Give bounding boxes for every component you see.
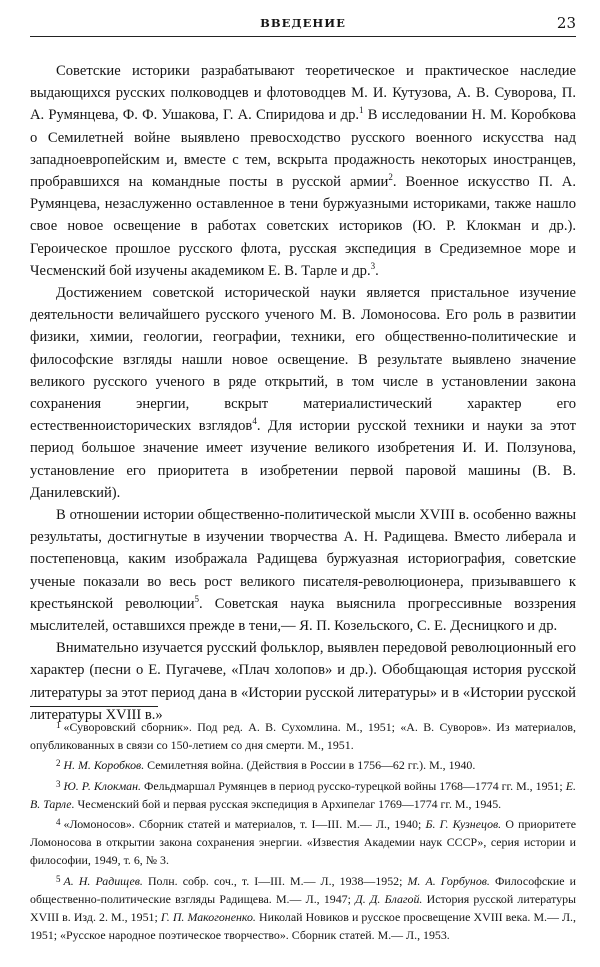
paragraph-1 — [30, 60, 576, 282]
footnote-5 — [30, 870, 576, 945]
footnote-text: «Ломоносов». Сборник статей и материалов, т. I—III. М.— Л., 1940; — [63, 817, 426, 832]
paragraph-2-text-2: . Для истории русской техники и науки за этот период большое значение имеет изучение великого изобретения И. И. Ползунова, установление его приоритета в изобретении первой паровой машины (В. В. Данилевский). — [30, 418, 576, 501]
paragraph-1-text-2: В исследовании Н. М. Коробкова о Семилетней войне выявлено превосходство русского военного искусства над западноевропейским и, вместе с тем, вскрыта продажность некоторых иностранцев, пробравшихся на командные посты в русской армии — [30, 107, 576, 191]
footnote-number: 2 — [56, 758, 61, 769]
footnote-4 — [30, 813, 576, 870]
footnote-number: 4 — [56, 817, 61, 828]
footnote-text-2: Философские и общественно-политические взгляды Радищева. М.— Л., 1947; — [30, 873, 576, 906]
footnote-ref-3: 3 — [370, 260, 376, 271]
footnote-author-2: М. А. Горбунов. — [407, 873, 490, 888]
chapter-title: ВВЕДЕНИЕ — [260, 16, 346, 30]
footnote-divider — [30, 706, 158, 707]
footnote-author: Н. М. Коробков. — [63, 758, 145, 773]
footnote-number: 1 — [56, 720, 61, 730]
footnote-author: Ю. Р. Клокман. — [63, 778, 141, 793]
footnote-2 — [30, 754, 576, 774]
paragraph-1-text: Советские историки разрабатывают теоретическое и практическое наследие выдающихся русских полководцев и флотоводцев М. И. Кутузова, А. В. Суворова, П. А. Румянцева, Ф. Ф. Ушакова, Г. А. Спиридова и др. — [30, 63, 576, 124]
footnotes — [30, 716, 576, 944]
running-header — [30, 14, 576, 37]
main-text — [30, 60, 576, 726]
footnote-ref-2: 2 — [388, 172, 393, 183]
footnote-3 — [30, 775, 576, 813]
footnote-ref-1: 1 — [359, 105, 364, 116]
footnote-author-4: Г. П. Макогоненко. — [160, 910, 256, 925]
paragraph-1-text-3: . Военное искусство П. А. Румянцева, незаслуженно оставленное в тени буржуазными историками, также нашло свое новое освещение в работах советских историков (Ю. Р. Клокман и др.). Героическое прошлое русского флота, русская экспедиция в Средиземное море и Чесменский бой изучены академиком Е. В. Тарле и др. — [30, 174, 576, 279]
footnote-text: Семилетняя война. (Действия в России в 1756—62 гг.). М., 1940. — [144, 758, 476, 773]
footnote-text: «Суворовский сборник». Под ред. А. В. Сухомлина. М., 1951; «А. В. Суворов». Из материалов, опубликованных в связи со 150-летием со дня смерти. М., 1951. — [30, 720, 576, 753]
paragraph-2-text: Достижением советской исторической науки является пристальное изучение деятельности величайшего русского ученого М. В. Ломоносова. Его роль в развитии физики, химии, геологии, географии, техники, его общественно-политические и философские взгляды нашли новое освещение. В результате выявлено значение великого русского ученого в ряде открытий, в том числе в установлении закона сохранения энергии, вскрыт материалистический характер его естественноисторических взглядов — [30, 285, 576, 435]
footnote-author: А. Н. Радищев. — [63, 873, 143, 888]
page-number: 23 — [556, 14, 576, 32]
footnote-1 — [30, 716, 576, 754]
paragraph-4 — [30, 637, 576, 726]
footnote-text-3: История русской литературы XVIII в. Изд. 2. М., 1951; — [30, 891, 577, 925]
footnote-number: 3 — [56, 778, 61, 789]
paragraph-2 — [30, 282, 576, 504]
paragraph-3-text-2: . Советская наука выяснила прогрессивные воззрения мыслителей, оставшихся прежде в тени,— Я. П. Козельского, С. Е. Десницкого и др. — [30, 595, 576, 635]
footnote-text-2: Чесменский бой и первая русская экспедиция в Архипелаг 1769—1774 гг. М., 1945. — [74, 796, 502, 811]
paragraph-1-text-4: . — [375, 262, 379, 279]
paragraph-3 — [30, 504, 576, 637]
footnote-author-2: Е. В. Тарле. — [30, 778, 576, 811]
footnote-author-3: Д. Д. Благой. — [355, 891, 423, 906]
footnote-text: Полн. собр. соч., т. I—III. М.— Л., 1938—1952; — [142, 873, 408, 888]
footnote-text: Фельдмаршал Румянцев в период русско-турецкой войны 1768—1774 гг. М., 1951; — [140, 778, 566, 793]
footnote-author: Б. Г. Кузнецов. — [425, 817, 502, 832]
footnote-ref-5: 5 — [194, 593, 200, 604]
paragraph-3-text: В отношении истории общественно-политической мысли XVIII в. особенно важны результаты, достигнутые в изучении творчества А. Н. Радищева. Вместо либерала и постепеновца, каким изображала Радищева буржуазная историография, советские ученые показали во весь рост великого писателя-революционера, призывавшего к крестьянской революции — [30, 507, 576, 612]
footnote-ref-4: 4 — [252, 416, 257, 427]
footnote-text-2: О приоритете Ломоносова в открытии закона сохранения энергии. «Известия Академии наук СССР», серия истории и философии, 1949, т. 6, № 3. — [30, 817, 576, 868]
paragraph-4-text: Внимательно изучается русский фольклор, выявлен передовой революционный его характер (песни о Е. Пугачеве, «Плач холопов» и др.). Обобщающая история русской литературы за этот период дана в «Истории русской литературы» и в «Истории русской литературы XVIII в.» — [30, 640, 576, 723]
footnote-number: 5 — [56, 873, 61, 884]
footnote-text-4: Николай Новиков и русское просвещение XVIII века. М.— Л., 1951; «Русское народное поэтическое творчество». Сборник статей. М.— Л., 1953. — [30, 910, 576, 943]
